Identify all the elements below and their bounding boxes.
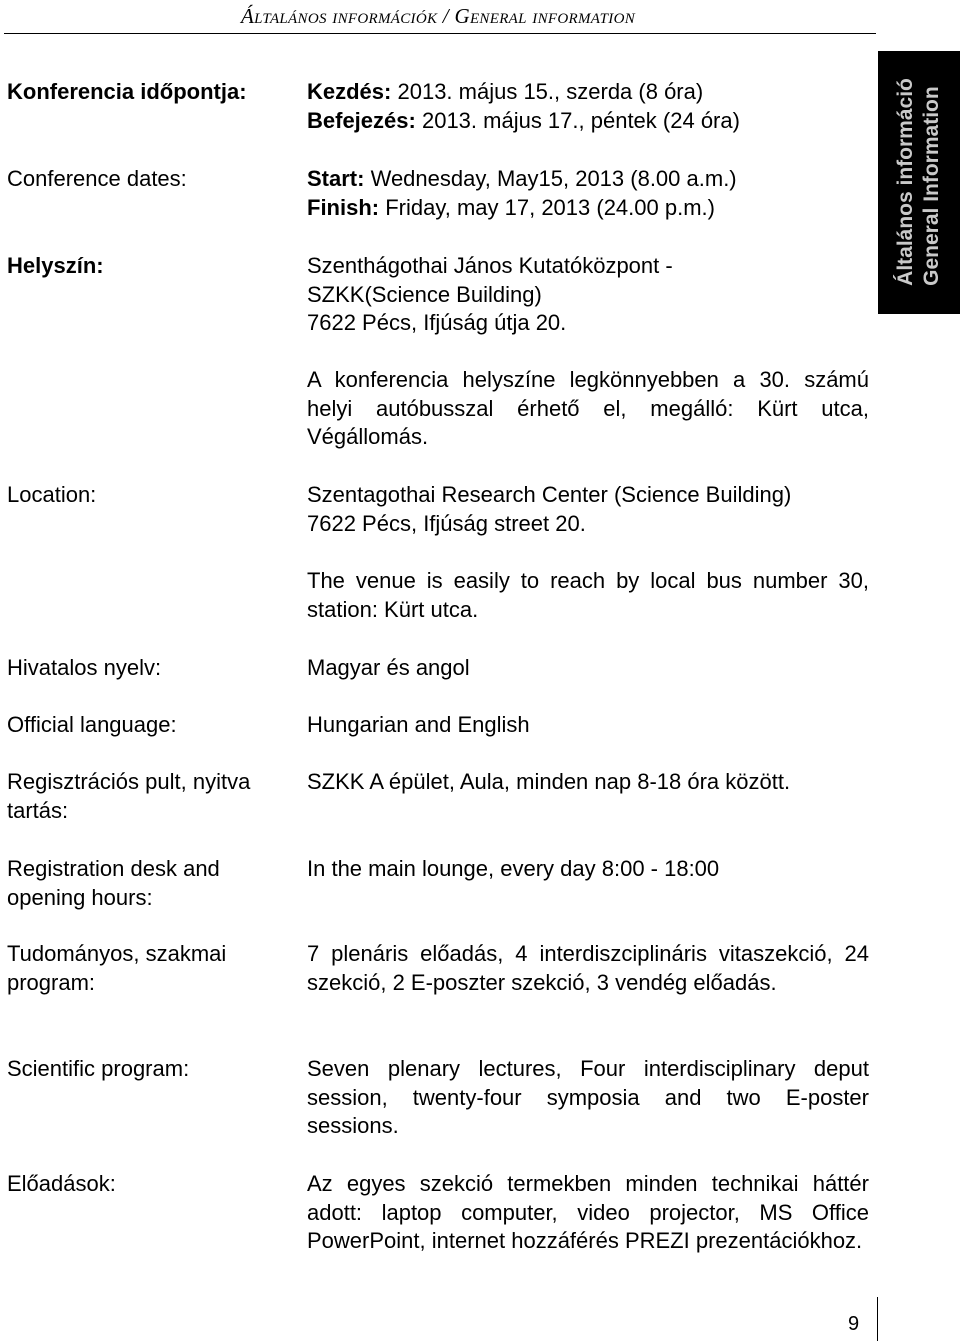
lang-hu-label: Hivatalos nyelv:	[7, 655, 162, 680]
side-tab-line1: Általános információ	[894, 78, 917, 286]
talks-label: Előadások:	[7, 1171, 116, 1196]
talks-value: Az egyes szekció termekben minden technikai háttér adott: laptop computer, video projector, MS Office PowerPoint, internet hozzáférés PREZI prezentációkhoz.	[307, 1171, 869, 1253]
place-hu-value	[307, 252, 869, 338]
desk-en-value: In the main lounge, every day 8:00 - 18:00	[307, 856, 720, 881]
lang-en-value: Hungarian and English	[307, 712, 530, 737]
side-tab	[878, 51, 960, 314]
place-en-note: The venue is easily to reach by local bus number 30, station: Kürt utca.	[307, 568, 869, 622]
place-hu-line2: SZKK(Science Building)	[307, 281, 542, 307]
end-key-en: Finish:	[307, 194, 380, 220]
lang-hu-value: Magyar és angol	[307, 655, 470, 680]
place-en-line1: Szentagothai Research Center (Science Building)	[307, 482, 792, 507]
start-val-hu: 2013. május 15., szerda (8 óra)	[397, 79, 704, 104]
desk-hu-value: SZKK A épület, Aula, minden nap 8-18 óra között.	[307, 769, 791, 794]
side-tab-line2: General Information	[920, 86, 943, 286]
place-hu-note: A konferencia helyszíne legkönnyebben a 30. számú helyi autóbusszal érhető el, megálló: Kürt utca, Végállomás.	[307, 367, 869, 449]
page-header: Általános információk / General information	[240, 4, 636, 28]
place-hu-line1: Szenthágothai János Kutatóközpont -	[307, 253, 673, 278]
desk-en-label: Registration desk and opening hours:	[7, 856, 220, 910]
dates-hu-value	[307, 78, 869, 135]
place-en-label: Location:	[7, 482, 97, 507]
start-key-en: Start:	[307, 166, 365, 191]
prog-hu-value: 7 plenáris előadás, 4 interdiszciplináris vitaszekció, 24 szekció, 2 E-poszter szekció, 3 vendég előadás.	[307, 941, 869, 995]
place-hu-label: Helyszín:	[7, 253, 104, 278]
dates-en-label: Conference dates:	[7, 166, 187, 191]
end-key-hu: Befejezés:	[307, 107, 416, 133]
place-en-value	[307, 481, 869, 538]
dates-en-value	[307, 165, 869, 222]
end-val-hu: 2013. május 17., péntek (24 óra)	[421, 107, 740, 133]
place-hu-line3: 7622 Pécs, Ifjúság útja 20.	[307, 310, 567, 335]
lang-en-label: Official language:	[7, 712, 177, 737]
start-val-en: Wednesday, May15, 2013 (8.00 a.m.)	[370, 166, 737, 191]
desk-hu-label: Regisztrációs pult, nyitva tartás:	[7, 769, 251, 823]
prog-en-value: Seven plenary lectures, Four interdisciplinary deput session, twenty-four symposia and two E-poster sessions.	[307, 1056, 869, 1138]
page-number: 9	[848, 1313, 860, 1335]
dates-hu-label: Konferencia időpontja:	[7, 79, 247, 104]
prog-hu-label: Tudományos, szakmai program:	[7, 941, 227, 995]
place-en-line2: 7622 Pécs, Ifjúság street 20.	[307, 510, 586, 536]
start-key-hu: Kezdés:	[307, 79, 392, 104]
prog-en-label: Scientific program:	[7, 1056, 190, 1081]
end-val-en: Friday, may 17, 2013 (24.00 p.m.)	[385, 194, 715, 220]
side-tab-text	[893, 78, 945, 286]
footer-divider	[877, 1297, 878, 1341]
header-divider	[4, 33, 876, 34]
